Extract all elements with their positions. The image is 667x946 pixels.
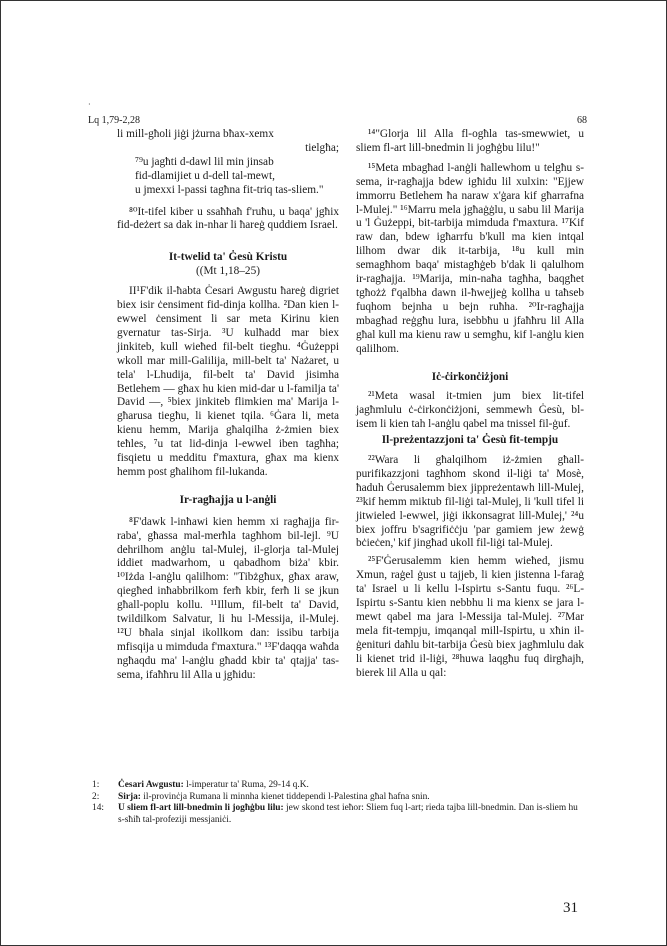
canticle-poem xyxy=(117,128,339,198)
right-column xyxy=(356,128,584,681)
footnote-text xyxy=(118,803,582,826)
verse-21: ²¹Meta wasal it-tmien jum biex lit-tifel jagħmlulu ċ-ċirkonċiżjoni, semmewh Ġesù, bl-isem li kien tah l-anġlu qabel ma tnissel fil-ġuf. xyxy=(356,390,584,431)
running-head-right: 68 xyxy=(577,115,587,126)
footnote xyxy=(92,792,582,804)
poem-line: u jmexxi l-passi tagħna fit-triq tas-sliem." xyxy=(135,183,324,196)
heading-shepherds-and-angels: Ir-ragħajja u l-anġli xyxy=(179,493,277,506)
footnotes xyxy=(92,780,582,826)
left-column xyxy=(117,128,339,683)
heading-presentation: Il-preżentazzjoni ta' Ġesù fit-tempju xyxy=(381,434,559,447)
verses-25-28: ²⁵F'Ġerusalemm kien hemm wieħed, jismu Xmun, raġel ġust u tajjeb, li kien jistenna l-faraġ ta' Israel u li kellu l-Ispirtu s-Santu fuqu. ²⁶L-Ispirtu s-Santu kien nebbhu li ma kienx se jara l-mewt qabel ma jara l-Messija tal-Mulej. ²⁷Mar mela fit-tempju, imqanqal mill-Ispirtu, u xħin il-ġenituri daħlu bit-tarbija Ġesù biex jagħmlulu dak li kienet trid il-liġi, ²⁸huwa laqgħu fuq dirgħajh, bierek lil Alla u qal: xyxy=(356,555,584,679)
page-number: 31 xyxy=(563,900,578,916)
page-marker: · xyxy=(88,100,91,109)
footnote-text xyxy=(118,792,582,804)
poem-line: fid-dlamijiet u d-dell tal-mewt, xyxy=(135,169,275,182)
footnote-explanation: il-provinċja Rumana li minnha kienet tiddependi l-Palestina għal ħafna snin. xyxy=(140,791,430,802)
footnote-number: 14: xyxy=(92,803,104,813)
footnote xyxy=(92,803,582,826)
footnote-term: U sliem fl-art lill-bnedmin li jogħġbu lilu: xyxy=(118,803,284,813)
verse-14: ¹⁴"Glorja lil Alla fl-ogħla tas-smewwiet, u sliem fl-art lill-bnedmin li jogħġbu lilu!" xyxy=(356,128,584,154)
poem-line: tielgħa; xyxy=(305,141,339,154)
footnote-term: Ċesari Awgustu: xyxy=(118,780,184,790)
verse-80: ⁸⁰It-tifel kiber u ssaħħaħ f'ruħu, u baqa' jgħix fid-deżert sa dak in-nhar li ħareġ quddiem Israel. xyxy=(117,205,339,232)
cross-reference: ((Mt 1,18–25) xyxy=(195,265,260,278)
footnote-text xyxy=(118,780,582,792)
footnote-number: 2: xyxy=(92,791,100,802)
heading-circumcision: Iċ-ċirkonċiżjoni xyxy=(431,370,509,383)
poem-line: ⁷⁹u jagħti d-dawl lil min jinsab xyxy=(135,155,274,168)
footnote-explanation: jew skond test ieħor: Sliem fuq l-art; rieda tajba lill-bnedmin. Dan is-sliem hu s-sħiħ tal-profeziji messjaniċi. xyxy=(118,803,578,825)
verses-22-24: ²²Wara li għalqilhom iż-żmien għall-purifikazzjoni tagħhom skond il-liġi ta' Mosè, ħaduh Ġerusalemm biex jippreżentawh lill-Mulej, ²³kif hemm miktub fil-liġi tal-Mulej, li 'kull tifel li jitwieled l-ewwel, jiġi ikkonsagrat lill-Mulej,' ²⁴u biex joffru b'sagrifiċċju 'par gamiem jew żewġ bċieċen,' kif jingħad ukoll fil-liġi tal-Mulej. xyxy=(356,454,584,550)
shepherds-paragraph: ⁸F'dawk l-inħawi kien hemm xi ragħajja fir-raba', għassa mal-merħla tagħhom bil-lejl. ⁹U dehrilhom anġlu tal-Mulej, il-glorja tal-Mulej iddiet madwarhom, u qabadhom biża' kbir. ¹⁰Iżda l-anġlu qalilhom: "Tibżgħux, għax araw, qiegħed inħabbrilkom ferħ kbir, ferħ li se jkun għall-poplu kollu. ¹¹Illum, fil-belt ta' David, twildilkom Salvatur, li hu l-Messija, il-Mulej. ¹²U bħala sinjal ikollkom dan: issibu tarbija mfisqija u mimduda f'maxtura." ¹³F'daqqa waħda ngħaqdu ma' l-anġlu għadd kbir ta' qtajja' tas-sema, ifaħħru lil Alla u jgħidu: xyxy=(117,515,339,681)
chapter-2-birth-paragraph: II¹F'dik il-ħabta Ċesari Awgustu ħareġ digriet biex isir ċensiment fid-dinja kollha. ²Dan kien l-ewwel ċensiment li sar meta Kirinu kien gvernatur tas-Sirja. ³U kulħadd mar biex jinkiteb, kull wieħed fil-belt tiegħu. ⁴Ġużeppi wkoll mar mill-Galilija, mill-belt ta' Nażaret, u tela' l-Lhudija, fil-belt ta' David jisimha Betlehem — għax hu kien mid-dar u l-familja ta' David —, ⁵biex jinkiteb flimkien ma' Marija l-għarusa tiegħu, li kienet tqila. ⁶Ġara li, meta kienu hemm, Marija għalqilha ż-żmien biex teħles, ⁷u tat lid-dinja l-ewwel iben tagħha; fisqietu u medditu f'maxtura, għax ma kienx hemm post għalihom fil-lukanda. xyxy=(117,285,339,478)
footnote-number: 1: xyxy=(92,780,100,790)
footnote xyxy=(92,780,582,792)
heading-birth-of-jesus: It-twelid ta' Ġesù Kristu xyxy=(168,251,288,264)
verses-15-20: ¹⁵Meta mbagħad l-anġli ħallewhom u telgħu s-sema, ir-ragħajja bdew igħidu lil xulxin: "Ejjew immorru Betlehem ħa naraw x'ġara kif għarrafna l-Mulej." ¹⁶Marru mela jgħaġġlu, u sabu lil Marija u 'l Ġużeppi, bit-tarbija mimduda f'maxtura. ¹⁷Kif raw dan, bdew igħarrfu b'kull ma kien intqal lilhom dwar dik it-tarbija, ¹⁸u kull min semagħhom baqa' mistagħġeb b'dak li qalulhom ir-ragħajja. ¹⁹Marija, min-naħa tagħha, baqgħet tgħożż f'qalbha dawn il-ħwejjeġ kollha u taħseb fuqhom bejnha u bejn ruħha. ²⁰Ir-ragħajja mbagħad reġgħu lura, isebbħu u jfaħħru lil Alla għal kull ma kienu raw u semgħu, kif l-anġlu kien qalilhom. xyxy=(356,161,584,355)
running-head-left: Lq 1,79-2,28 xyxy=(88,115,140,126)
footnote-explanation: l-imperatur ta' Ruma, 29-14 q.K. xyxy=(183,780,309,790)
poem-line: li mill-għoli jiġi jżurna bħax-xemx xyxy=(117,128,274,140)
footnote-term: Sirja: xyxy=(118,791,141,802)
